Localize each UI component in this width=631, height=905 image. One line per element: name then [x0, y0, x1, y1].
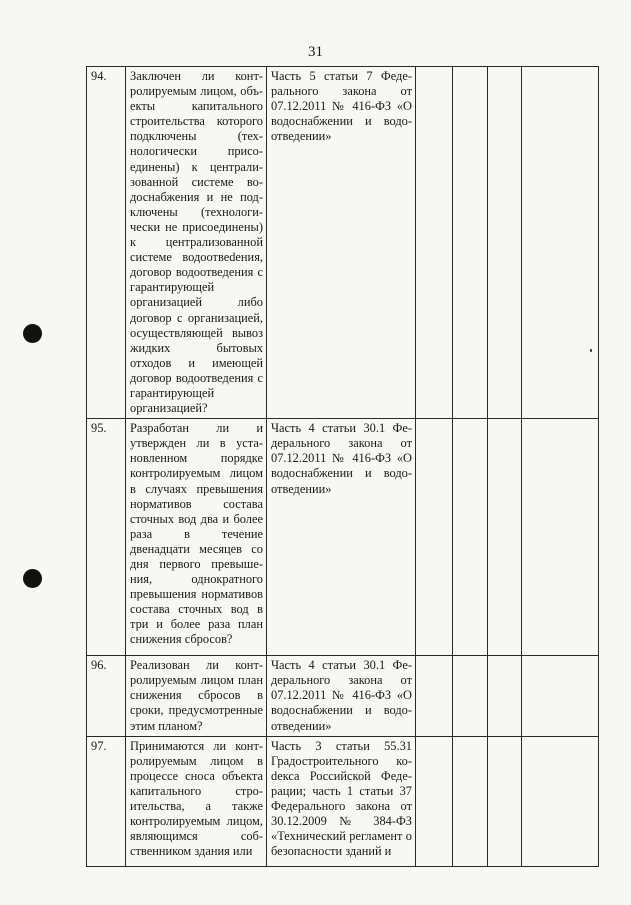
page-number: 31 — [308, 44, 323, 60]
notes-cell — [522, 656, 599, 736]
answer-na-cell — [488, 67, 522, 419]
answer-no-cell — [453, 656, 488, 736]
answer-yes-cell — [416, 67, 453, 419]
question-cell: Принимаются ли контролируемым лицом в процессе сноса объекта капитального строительства, а также контролируемым лицом, являющимся собственником здания или — [126, 736, 267, 866]
question-cell: Заключен ли контролируемым лицом, объекты капитального строительства которого подключены (технологически присоединены) к централизованной системе водоснабжения и не подключены (технологически не присоединены) к централизованной системе водоотвеdения, договор водоотведения с гарантирующей организацией либо договор с организацией, осуществляющей вывоз жидких бытовых отходов и имеющей договор водоотведения с гарантирующей организацией? — [126, 67, 267, 419]
question-cell: Реализован ли контролируемым лицом план снижения сбросов в сроки, предусмотренные этим планом? — [126, 656, 267, 736]
table-row — [87, 419, 599, 656]
table-row — [87, 656, 599, 736]
punch-hole-upper — [23, 324, 42, 343]
answer-na-cell — [488, 736, 522, 866]
notes-cell — [522, 419, 599, 656]
answer-no-cell — [453, 67, 488, 419]
answer-no-cell — [453, 419, 488, 656]
reference-cell: Часть 3 статьи 55.31 Градостроительного коdекса Российской Федерации; часть 1 статьи 37 Федерального закона от 30.12.2009 № 384-ФЗ «Технический регламент о безопасности зданий и — [267, 736, 416, 866]
notes-cell — [522, 736, 599, 866]
checklist-table — [86, 66, 599, 867]
answer-no-cell — [453, 736, 488, 866]
row-number: 94. — [87, 67, 126, 419]
question-cell: Разработан ли и утвержден ли в установленном порядке контролируемым лицом в случаях превышения нормативов состава сточных вод два и более раза в течение двенадцати месяцев со дня первого превышения, однократного превышения нормативов состава сточных вод в три и более раза план снижения сбросов? — [126, 419, 267, 656]
punch-hole-lower — [23, 569, 42, 588]
reference-cell: Часть 4 статьи 30.1 Федерального закона от 07.12.2011 № 416-ФЗ «О водоснабжении и водоотведении» — [267, 656, 416, 736]
table-row — [87, 67, 599, 419]
notes-cell — [522, 67, 599, 419]
row-number: 96. — [87, 656, 126, 736]
answer-na-cell — [488, 419, 522, 656]
answer-yes-cell — [416, 656, 453, 736]
table-row — [87, 736, 599, 866]
row-number: 95. — [87, 419, 126, 656]
reference-cell: Часть 5 статьи 7 Федерального закона от 07.12.2011 № 416-ФЗ «О водоснабжении и водоотведении» — [267, 67, 416, 419]
row-number: 97. — [87, 736, 126, 866]
answer-yes-cell — [416, 736, 453, 866]
answer-yes-cell — [416, 419, 453, 656]
reference-cell: Часть 4 статьи 30.1 Федерального закона от 07.12.2011 № 416-ФЗ «О водоснабжении и водоотведении» — [267, 419, 416, 656]
answer-na-cell — [488, 656, 522, 736]
